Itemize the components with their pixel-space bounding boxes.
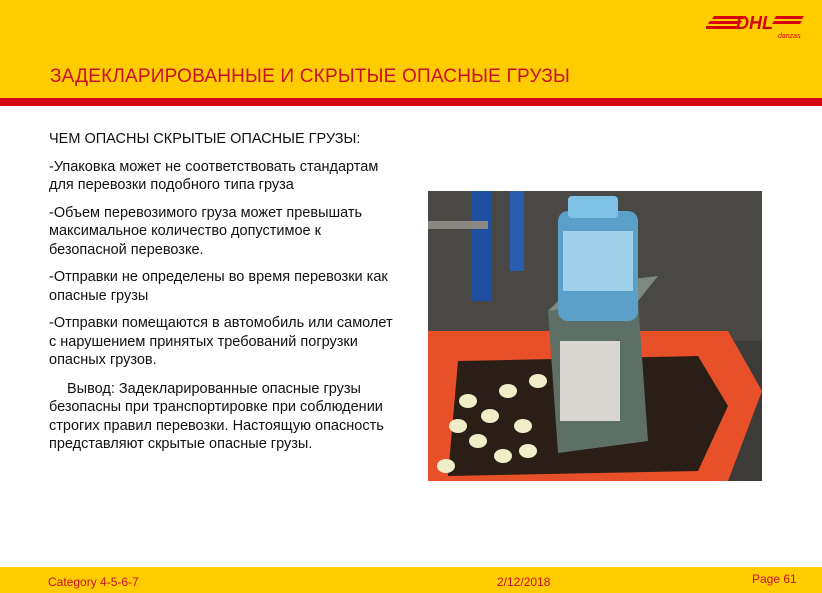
conclusion-text: Вывод: Задекларированные опасные грузы безопасны при транспортировке при соблюдении строгих правил перевозки. Настоящую опасность представляют скрытые опасные грузы.: [49, 380, 384, 452]
content-heading: ЧЕМ ОПАСНЫ СКРЫТЫЕ ОПАСНЫЕ ГРУЗЫ:: [49, 131, 361, 147]
header-bar: [0, 0, 822, 98]
page-number: Page 61: [752, 572, 797, 586]
page-title: ЗАДЕКЛАРИРОВАННЫЕ И СКРЫТЫЕ ОПАСНЫЕ ГРУЗЫ: [50, 66, 571, 87]
dhl-logo-icon: [706, 8, 806, 40]
list-item: -Объем перевозимого груза может превышать максимальное количество допустимое к безопасной перевозке.: [49, 204, 363, 258]
footer-bar: [0, 567, 822, 593]
main-text: [49, 130, 401, 454]
footer-date: 2/12/2018: [497, 575, 551, 589]
logo-subtext: danzas: [778, 33, 801, 40]
header-divider: [0, 98, 822, 106]
list-item: -Упаковка может не соответствовать стандартам для перевозки подобного типа груза: [49, 158, 379, 193]
damaged-package-photo-icon: [428, 191, 762, 481]
svg-text:DHL: DHL: [736, 13, 773, 33]
footer-category: Category 4-5-6-7: [48, 575, 139, 589]
list-item: -Отправки не определены во время перевозки как опасные грузы: [49, 269, 388, 304]
list-item: -Отправки помещаются в автомобиль или самолет с нарушением принятых требований погрузки опасных грузов.: [49, 315, 393, 368]
